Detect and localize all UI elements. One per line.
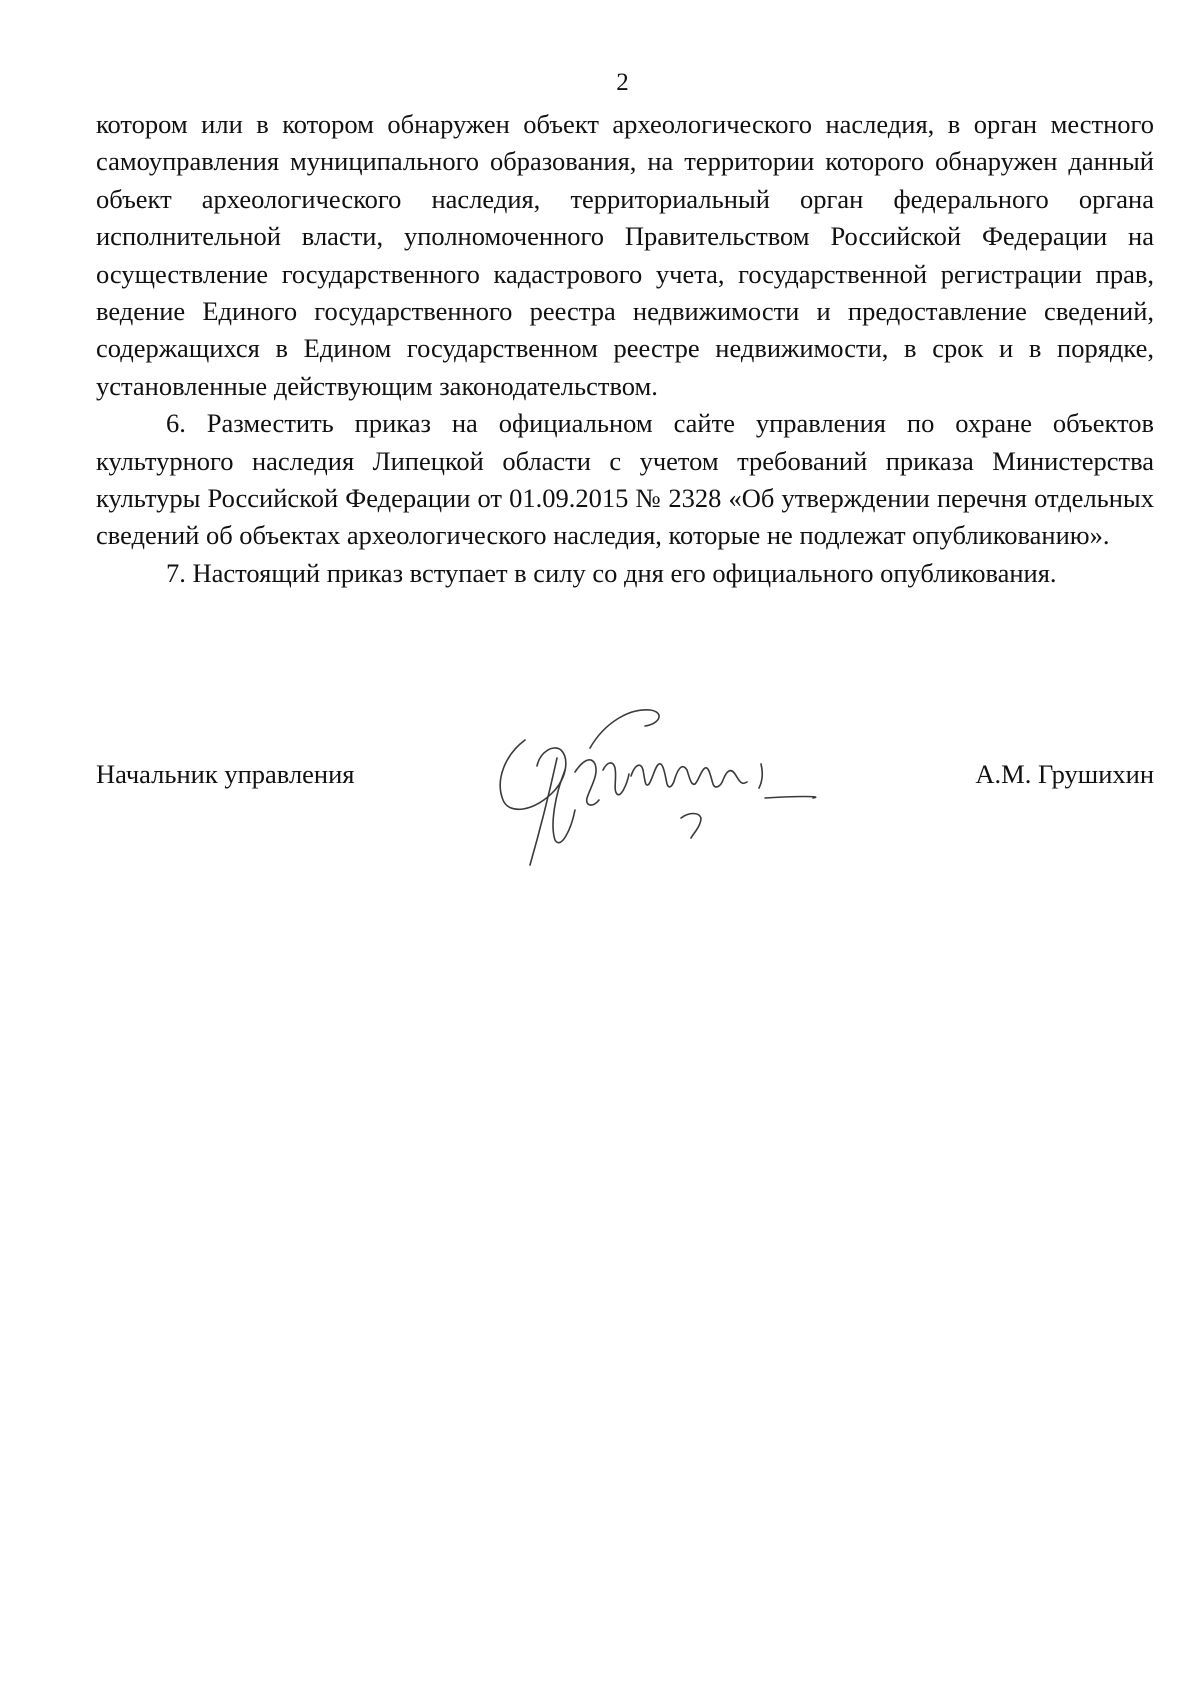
handwritten-signature xyxy=(495,700,895,870)
page-number: 2 xyxy=(616,69,629,96)
paragraph-continuation: котором или в котором обнаружен объект археологического наследия, в орган местного самоуправления муниципального образования, на территории которого обнаружен данный объект археологического наследия, территориальный орган федерального органа исполнительной власти, уполномоченного Правительством Российской Федерации на осуществление государственного кадастрового учета, государственной регистрации прав, ведение Единого государственного реестра недвижимости и предоставление сведений, содержащихся в Едином государственном реестре недвижимости, в срок и в порядке, установленные действующим законодательством. xyxy=(96,109,1154,401)
body-text xyxy=(96,106,1154,592)
paragraph-item-6: 6. Разместить приказ на официальном сайте управления по охране объектов культурного наследия Липецкой области с учетом требований приказа Министерства культуры Российской Федерации от 01.09.2015 № 2328 «Об утверждении перечня отдельных сведений об объектах археологического наследия, которые не подлежат опубликованию». xyxy=(96,408,1154,551)
signatory-name: А.М. Грушихин xyxy=(975,759,1154,789)
signatory-position: Начальник управления xyxy=(96,759,355,789)
paragraph-item-7: 7. Настоящий приказ вступает в силу со дня его официального опубликования. xyxy=(166,557,1057,588)
